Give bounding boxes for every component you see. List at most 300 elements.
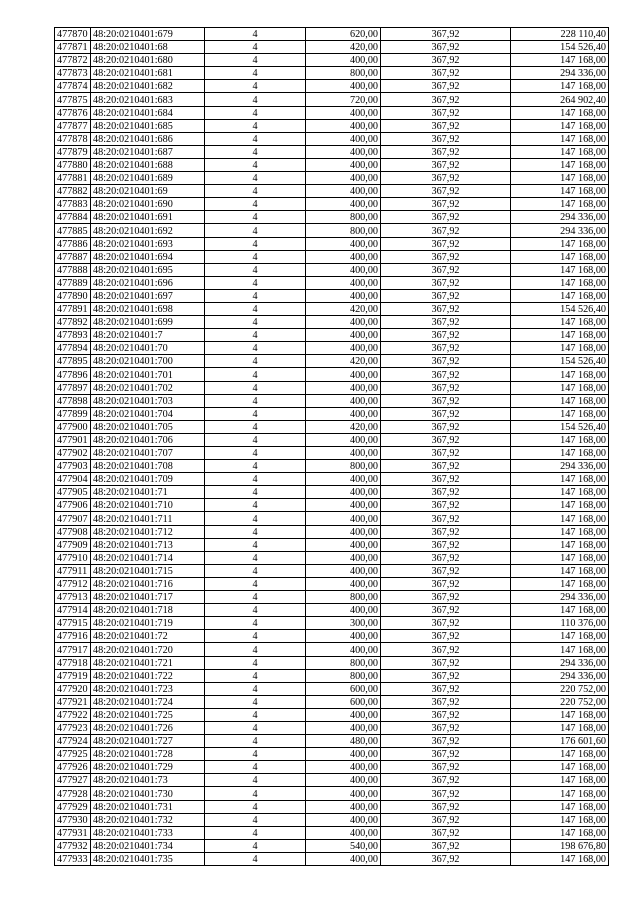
row-number-cell: 477889 [55,276,91,289]
area-cell: 400,00 [306,381,381,394]
cadastral-value-table [54,27,609,866]
table-row [55,329,609,342]
table-row [55,813,609,826]
row-number-cell: 477871 [55,41,91,54]
class-cell: 4 [205,263,306,276]
row-number-cell: 477897 [55,381,91,394]
specific-value-cell: 367,92 [381,41,511,54]
cadastral-value-cell: 147 168,00 [511,185,609,198]
cadastral-value-cell: 228 110,40 [511,28,609,41]
specific-value-cell: 367,92 [381,224,511,237]
area-cell: 400,00 [306,721,381,734]
cadastral-number-cell: 48:20:0210401:709 [91,473,205,486]
cadastral-value-cell: 220 752,00 [511,682,609,695]
cadastral-number-cell: 48:20:0210401:701 [91,368,205,381]
cadastral-value-cell: 147 168,00 [511,433,609,446]
cadastral-value-cell: 147 168,00 [511,643,609,656]
row-number-cell: 477881 [55,172,91,185]
table-row [55,368,609,381]
table-row [55,551,609,564]
cadastral-number-cell: 48:20:0210401:729 [91,761,205,774]
cadastral-number-cell: 48:20:0210401:713 [91,538,205,551]
table-row [55,721,609,734]
row-number-cell: 477911 [55,564,91,577]
area-cell: 800,00 [306,211,381,224]
cadastral-value-cell: 147 168,00 [511,800,609,813]
table-row [55,381,609,394]
area-cell: 400,00 [306,473,381,486]
table-row [55,460,609,473]
specific-value-cell: 367,92 [381,551,511,564]
cadastral-number-cell: 48:20:0210401:683 [91,93,205,106]
table-row [55,211,609,224]
area-cell: 480,00 [306,735,381,748]
cadastral-number-cell: 48:20:0210401:704 [91,407,205,420]
row-number-cell: 477917 [55,643,91,656]
class-cell: 4 [205,106,306,119]
class-cell: 4 [205,447,306,460]
cadastral-number-cell: 48:20:0210401:68 [91,41,205,54]
class-cell: 4 [205,342,306,355]
class-cell: 4 [205,237,306,250]
cadastral-number-cell: 48:20:0210401:717 [91,591,205,604]
table-row [55,158,609,171]
cadastral-number-cell: 48:20:0210401:724 [91,695,205,708]
row-number-cell: 477932 [55,839,91,852]
cadastral-number-cell: 48:20:0210401:687 [91,145,205,158]
area-cell: 800,00 [306,460,381,473]
class-cell: 4 [205,289,306,302]
cadastral-value-cell: 147 168,00 [511,368,609,381]
cadastral-value-cell: 147 168,00 [511,329,609,342]
cadastral-value-cell: 147 168,00 [511,145,609,158]
table-row [55,682,609,695]
specific-value-cell: 367,92 [381,28,511,41]
area-cell: 800,00 [306,224,381,237]
class-cell: 4 [205,735,306,748]
cadastral-value-cell: 110 376,00 [511,617,609,630]
cadastral-number-cell: 48:20:0210401:730 [91,787,205,800]
class-cell: 4 [205,682,306,695]
class-cell: 4 [205,224,306,237]
class-cell: 4 [205,852,306,865]
table-row [55,512,609,525]
row-number-cell: 477925 [55,748,91,761]
class-cell: 4 [205,250,306,263]
table-row [55,132,609,145]
area-cell: 400,00 [306,289,381,302]
class-cell: 4 [205,316,306,329]
cadastral-number-cell: 48:20:0210401:712 [91,525,205,538]
area-cell: 800,00 [306,591,381,604]
cadastral-value-cell: 147 168,00 [511,172,609,185]
row-number-cell: 477878 [55,132,91,145]
area-cell: 400,00 [306,748,381,761]
row-number-cell: 477875 [55,93,91,106]
row-number-cell: 477896 [55,368,91,381]
area-cell: 400,00 [306,512,381,525]
cadastral-number-cell: 48:20:0210401:728 [91,748,205,761]
specific-value-cell: 367,92 [381,263,511,276]
cadastral-number-cell: 48:20:0210401:720 [91,643,205,656]
cadastral-number-cell: 48:20:0210401:707 [91,447,205,460]
specific-value-cell: 367,92 [381,813,511,826]
cadastral-value-cell: 220 752,00 [511,695,609,708]
area-cell: 400,00 [306,119,381,132]
row-number-cell: 477912 [55,577,91,590]
table-row [55,499,609,512]
cadastral-number-cell: 48:20:0210401:703 [91,394,205,407]
class-cell: 4 [205,394,306,407]
table-row [55,93,609,106]
row-number-cell: 477895 [55,355,91,368]
cadastral-value-cell: 147 168,00 [511,106,609,119]
class-cell: 4 [205,564,306,577]
cadastral-number-cell: 48:20:0210401:714 [91,551,205,564]
row-number-cell: 477879 [55,145,91,158]
specific-value-cell: 367,92 [381,761,511,774]
cadastral-number-cell: 48:20:0210401:723 [91,682,205,695]
cadastral-number-cell: 48:20:0210401:682 [91,80,205,93]
cadastral-value-cell: 147 168,00 [511,787,609,800]
cadastral-value-cell: 147 168,00 [511,512,609,525]
row-number-cell: 477870 [55,28,91,41]
specific-value-cell: 367,92 [381,630,511,643]
cadastral-value-cell: 147 168,00 [511,852,609,865]
area-cell: 800,00 [306,656,381,669]
specific-value-cell: 367,92 [381,656,511,669]
cadastral-number-cell: 48:20:0210401:735 [91,852,205,865]
table-row [55,316,609,329]
cadastral-value-cell: 147 168,00 [511,407,609,420]
table-row [55,342,609,355]
cadastral-value-cell: 147 168,00 [511,499,609,512]
table-row [55,250,609,263]
specific-value-cell: 367,92 [381,420,511,433]
specific-value-cell: 367,92 [381,250,511,263]
specific-value-cell: 367,92 [381,237,511,250]
table-row [55,28,609,41]
cadastral-value-cell: 154 526,40 [511,355,609,368]
area-cell: 420,00 [306,41,381,54]
cadastral-number-cell: 48:20:0210401:727 [91,735,205,748]
table-row [55,761,609,774]
class-cell: 4 [205,604,306,617]
table-row [55,172,609,185]
specific-value-cell: 367,92 [381,669,511,682]
row-number-cell: 477918 [55,656,91,669]
class-cell: 4 [205,748,306,761]
specific-value-cell: 367,92 [381,460,511,473]
cadastral-value-cell: 147 168,00 [511,80,609,93]
table-row [55,643,609,656]
class-cell: 4 [205,329,306,342]
area-cell: 400,00 [306,813,381,826]
area-cell: 540,00 [306,839,381,852]
cadastral-number-cell: 48:20:0210401:710 [91,499,205,512]
specific-value-cell: 367,92 [381,316,511,329]
cadastral-number-cell: 48:20:0210401:692 [91,224,205,237]
area-cell: 400,00 [306,172,381,185]
class-cell: 4 [205,302,306,315]
cadastral-number-cell: 48:20:0210401:725 [91,708,205,721]
row-number-cell: 477929 [55,800,91,813]
area-cell: 400,00 [306,145,381,158]
cadastral-number-cell: 48:20:0210401:699 [91,316,205,329]
table-row [55,302,609,315]
class-cell: 4 [205,67,306,80]
cadastral-value-cell: 147 168,00 [511,538,609,551]
specific-value-cell: 367,92 [381,577,511,590]
cadastral-number-cell: 48:20:0210401:721 [91,656,205,669]
row-number-cell: 477872 [55,54,91,67]
specific-value-cell: 367,92 [381,158,511,171]
cadastral-value-cell: 147 168,00 [511,250,609,263]
cadastral-number-cell: 48:20:0210401:70 [91,342,205,355]
table-row [55,564,609,577]
class-cell: 4 [205,800,306,813]
area-cell: 400,00 [306,774,381,787]
area-cell: 400,00 [306,630,381,643]
row-number-cell: 477904 [55,473,91,486]
cadastral-number-cell: 48:20:0210401:726 [91,721,205,734]
area-cell: 400,00 [306,538,381,551]
row-number-cell: 477874 [55,80,91,93]
cadastral-value-cell: 154 526,40 [511,420,609,433]
table-row [55,577,609,590]
cadastral-number-cell: 48:20:0210401:679 [91,28,205,41]
cadastral-number-cell: 48:20:0210401:706 [91,433,205,446]
table-row [55,826,609,839]
table-row [55,538,609,551]
row-number-cell: 477873 [55,67,91,80]
specific-value-cell: 367,92 [381,564,511,577]
class-cell: 4 [205,839,306,852]
area-cell: 400,00 [306,577,381,590]
cadastral-number-cell: 48:20:0210401:711 [91,512,205,525]
cadastral-value-cell: 294 336,00 [511,224,609,237]
area-cell: 400,00 [306,499,381,512]
cadastral-number-cell: 48:20:0210401:685 [91,119,205,132]
row-number-cell: 477900 [55,420,91,433]
cadastral-value-cell: 294 336,00 [511,67,609,80]
table-row [55,407,609,420]
area-cell: 420,00 [306,302,381,315]
row-number-cell: 477902 [55,447,91,460]
cadastral-number-cell: 48:20:0210401:698 [91,302,205,315]
class-cell: 4 [205,276,306,289]
specific-value-cell: 367,92 [381,826,511,839]
table-row [55,591,609,604]
specific-value-cell: 367,92 [381,643,511,656]
cadastral-value-cell: 147 168,00 [511,198,609,211]
area-cell: 400,00 [306,329,381,342]
table-row [55,224,609,237]
area-cell: 800,00 [306,669,381,682]
table-row [55,630,609,643]
area-cell: 400,00 [306,342,381,355]
cadastral-number-cell: 48:20:0210401:731 [91,800,205,813]
table-body [55,28,609,866]
specific-value-cell: 367,92 [381,93,511,106]
class-cell: 4 [205,420,306,433]
row-number-cell: 477884 [55,211,91,224]
table-row [55,695,609,708]
class-cell: 4 [205,93,306,106]
cadastral-number-cell: 48:20:0210401:680 [91,54,205,67]
area-cell: 400,00 [306,447,381,460]
row-number-cell: 477894 [55,342,91,355]
cadastral-value-cell: 147 168,00 [511,551,609,564]
table-row [55,617,609,630]
area-cell: 400,00 [306,394,381,407]
area-cell: 300,00 [306,617,381,630]
specific-value-cell: 367,92 [381,355,511,368]
cadastral-number-cell: 48:20:0210401:705 [91,420,205,433]
cadastral-value-cell: 147 168,00 [511,276,609,289]
row-number-cell: 477901 [55,433,91,446]
area-cell: 400,00 [306,852,381,865]
row-number-cell: 477913 [55,591,91,604]
class-cell: 4 [205,28,306,41]
specific-value-cell: 367,92 [381,735,511,748]
table-row [55,54,609,67]
row-number-cell: 477915 [55,617,91,630]
cadastral-number-cell: 48:20:0210401:734 [91,839,205,852]
table-row [55,263,609,276]
area-cell: 400,00 [306,486,381,499]
cadastral-number-cell: 48:20:0210401:69 [91,185,205,198]
row-number-cell: 477883 [55,198,91,211]
class-cell: 4 [205,54,306,67]
cadastral-value-cell: 147 168,00 [511,721,609,734]
row-number-cell: 477921 [55,695,91,708]
row-number-cell: 477888 [55,263,91,276]
area-cell: 400,00 [306,237,381,250]
cadastral-value-cell: 147 168,00 [511,158,609,171]
class-cell: 4 [205,708,306,721]
class-cell: 4 [205,630,306,643]
specific-value-cell: 367,92 [381,80,511,93]
area-cell: 400,00 [306,525,381,538]
row-number-cell: 477887 [55,250,91,263]
cadastral-value-cell: 147 168,00 [511,394,609,407]
row-number-cell: 477931 [55,826,91,839]
specific-value-cell: 367,92 [381,604,511,617]
specific-value-cell: 367,92 [381,329,511,342]
table-row [55,748,609,761]
row-number-cell: 477909 [55,538,91,551]
specific-value-cell: 367,92 [381,499,511,512]
class-cell: 4 [205,145,306,158]
row-number-cell: 477930 [55,813,91,826]
class-cell: 4 [205,172,306,185]
class-cell: 4 [205,407,306,420]
cadastral-value-cell: 147 168,00 [511,577,609,590]
specific-value-cell: 367,92 [381,198,511,211]
table-row [55,276,609,289]
specific-value-cell: 367,92 [381,721,511,734]
row-number-cell: 477882 [55,185,91,198]
row-number-cell: 477927 [55,774,91,787]
cadastral-number-cell: 48:20:0210401:691 [91,211,205,224]
specific-value-cell: 367,92 [381,302,511,315]
cadastral-number-cell: 48:20:0210401:708 [91,460,205,473]
table-row [55,669,609,682]
table-row [55,119,609,132]
cadastral-value-cell: 147 168,00 [511,564,609,577]
row-number-cell: 477893 [55,329,91,342]
cadastral-value-cell: 147 168,00 [511,342,609,355]
table-row [55,145,609,158]
table-row [55,473,609,486]
specific-value-cell: 367,92 [381,591,511,604]
row-number-cell: 477907 [55,512,91,525]
area-cell: 420,00 [306,420,381,433]
table-row [55,394,609,407]
table-row [55,656,609,669]
class-cell: 4 [205,460,306,473]
row-number-cell: 477891 [55,302,91,315]
cadastral-value-cell: 176 601,60 [511,735,609,748]
row-number-cell: 477924 [55,735,91,748]
specific-value-cell: 367,92 [381,525,511,538]
class-cell: 4 [205,525,306,538]
class-cell: 4 [205,787,306,800]
cadastral-number-cell: 48:20:0210401:718 [91,604,205,617]
cadastral-value-cell: 147 168,00 [511,813,609,826]
table-row [55,106,609,119]
cadastral-number-cell: 48:20:0210401:690 [91,198,205,211]
cadastral-value-cell: 294 336,00 [511,656,609,669]
class-cell: 4 [205,198,306,211]
cadastral-value-cell: 147 168,00 [511,473,609,486]
table-row [55,774,609,787]
specific-value-cell: 367,92 [381,172,511,185]
class-cell: 4 [205,119,306,132]
table-row [55,198,609,211]
area-cell: 400,00 [306,787,381,800]
class-cell: 4 [205,577,306,590]
cadastral-value-cell: 198 676,80 [511,839,609,852]
table-row [55,80,609,93]
specific-value-cell: 367,92 [381,368,511,381]
table-row [55,355,609,368]
area-cell: 400,00 [306,54,381,67]
cadastral-number-cell: 48:20:0210401:686 [91,132,205,145]
specific-value-cell: 367,92 [381,774,511,787]
cadastral-value-cell: 147 168,00 [511,486,609,499]
specific-value-cell: 367,92 [381,800,511,813]
cadastral-number-cell: 48:20:0210401:733 [91,826,205,839]
cadastral-value-cell: 147 168,00 [511,774,609,787]
cadastral-number-cell: 48:20:0210401:7 [91,329,205,342]
cadastral-value-cell: 147 168,00 [511,289,609,302]
area-cell: 400,00 [306,551,381,564]
cadastral-value-cell: 154 526,40 [511,302,609,315]
specific-value-cell: 367,92 [381,538,511,551]
table-row [55,787,609,800]
cadastral-value-cell: 154 526,40 [511,41,609,54]
cadastral-value-cell: 147 168,00 [511,604,609,617]
area-cell: 800,00 [306,67,381,80]
class-cell: 4 [205,813,306,826]
class-cell: 4 [205,158,306,171]
specific-value-cell: 367,92 [381,276,511,289]
class-cell: 4 [205,185,306,198]
row-number-cell: 477916 [55,630,91,643]
area-cell: 400,00 [306,708,381,721]
